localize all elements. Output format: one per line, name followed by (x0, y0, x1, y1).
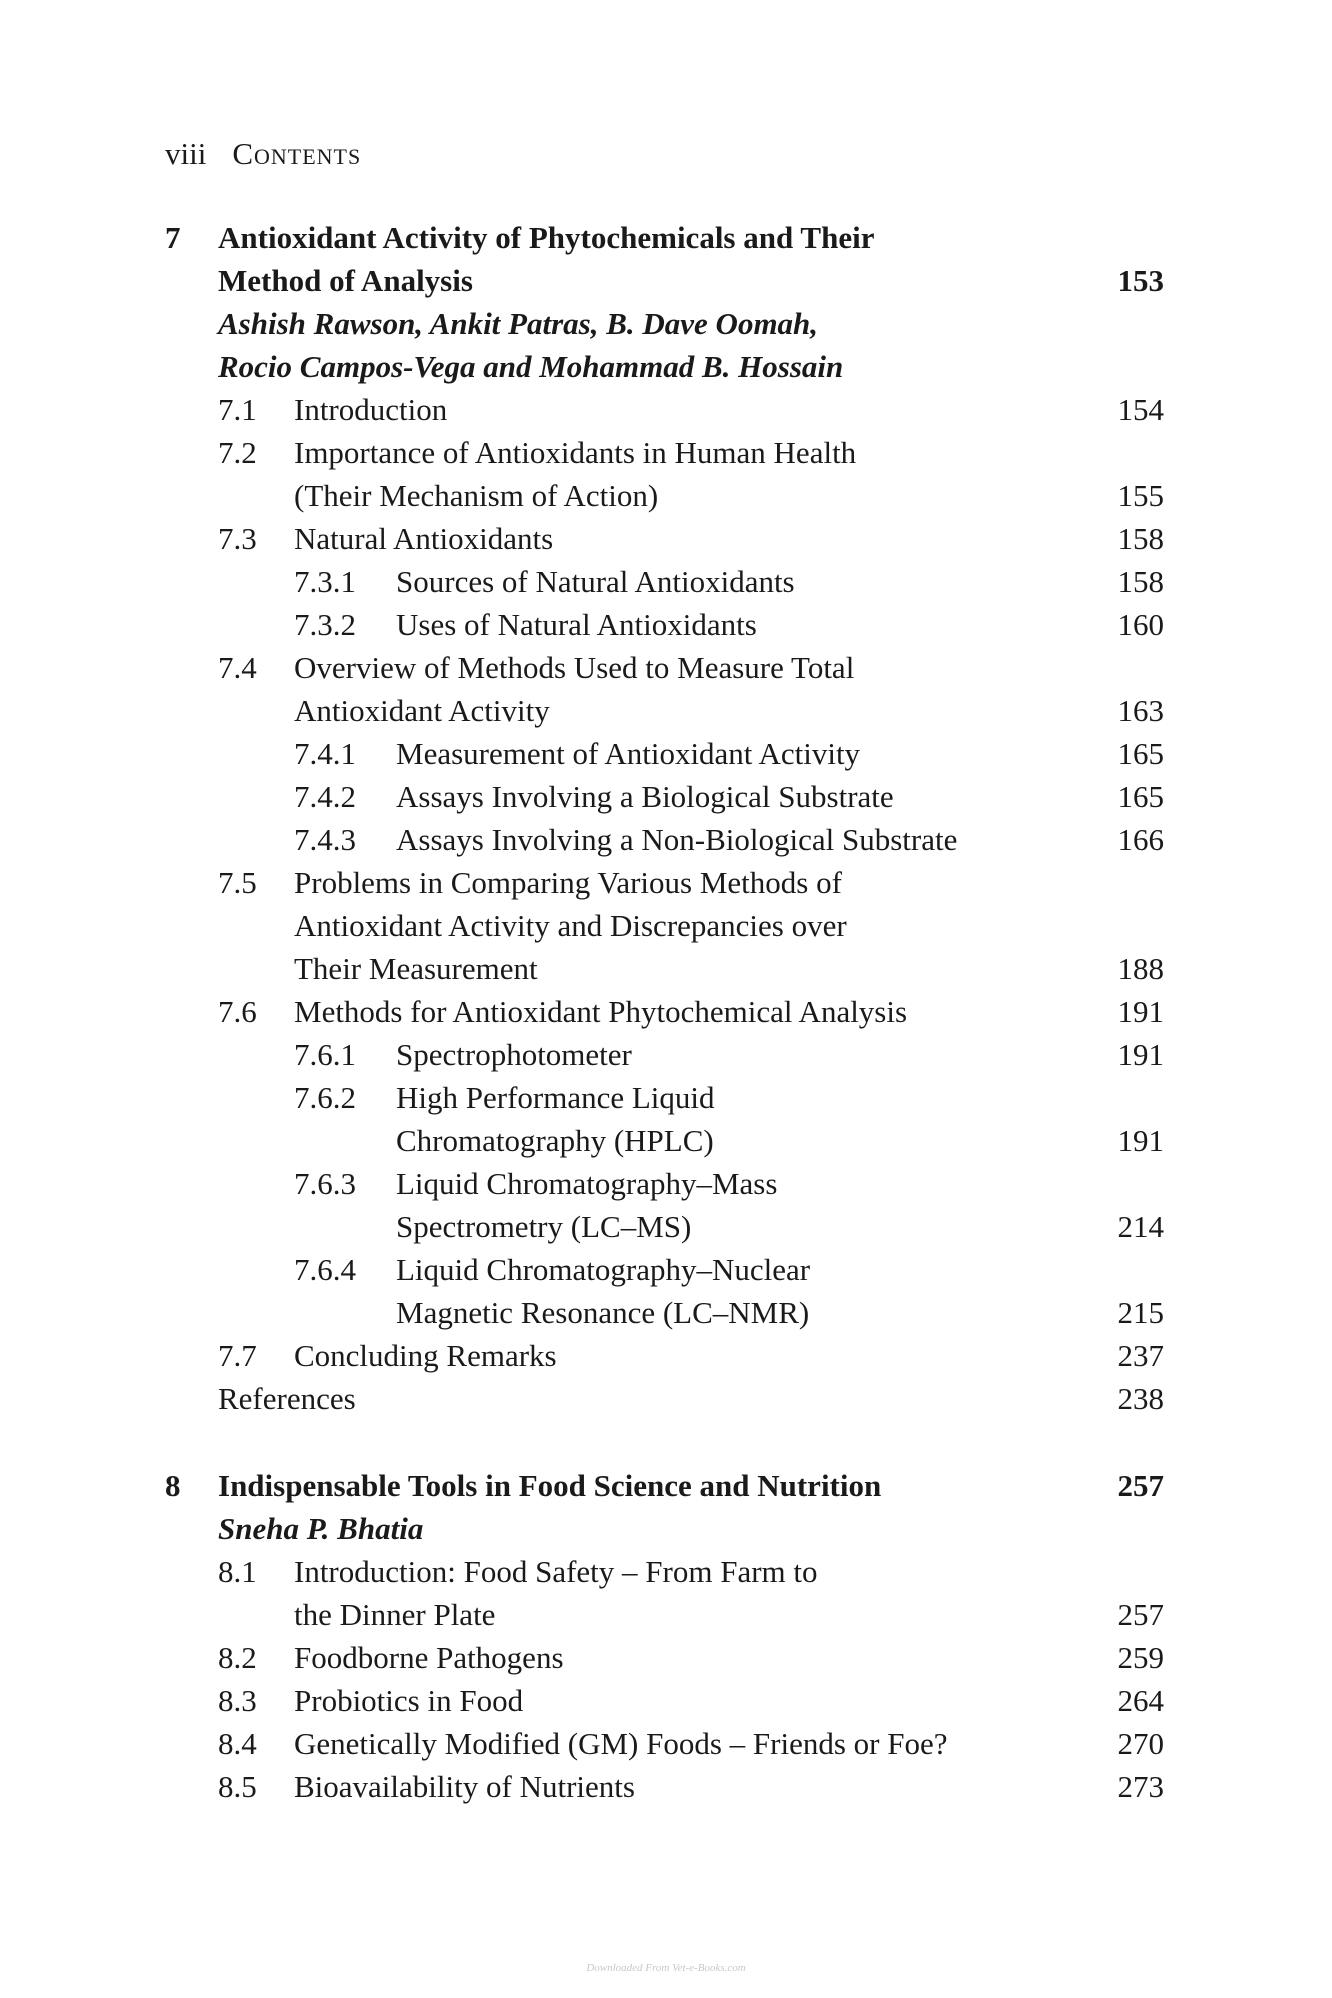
section-title: Their Measurement (294, 951, 538, 986)
section-title: Importance of Antioxidants in Human Health (294, 435, 857, 470)
page-number: 165 (1117, 779, 1164, 814)
page-number: 264 (1117, 1683, 1164, 1718)
chapter-7-heading-cont (0, 259, 1332, 302)
section-title: Genetically Modified (GM) Foods – Friends or Foe? (294, 1726, 948, 1761)
page-number: 257 (1117, 1597, 1164, 1632)
toc-entry (0, 1076, 1332, 1119)
page-number: 188 (1117, 951, 1164, 986)
page-number: 160 (1117, 607, 1164, 642)
page-folio: viii (165, 136, 207, 171)
page-number: 273 (1117, 1769, 1164, 1804)
subsection-number: 7.4.2 (294, 779, 356, 814)
chapter-title: Antioxidant Activity of Phytochemicals and Their (218, 220, 875, 255)
section-number: 7.7 (218, 1338, 257, 1373)
chapter-8-authors (0, 1507, 1332, 1550)
subsection-number: 7.6.2 (294, 1080, 356, 1115)
chapter-title: Method of Analysis (218, 263, 473, 298)
page-number: 191 (1117, 994, 1164, 1029)
section-title: Antioxidant Activity and Discrepancies over (294, 908, 847, 943)
section-title: Foodborne Pathogens (294, 1640, 564, 1675)
toc-entry (0, 1550, 1332, 1593)
chapter-7-authors (0, 302, 1332, 345)
page-number: 259 (1117, 1640, 1164, 1675)
chapter-authors: Sneha P. Bhatia (218, 1511, 424, 1546)
chapter-8-heading (0, 1464, 1332, 1507)
section-title: Introduction (294, 392, 448, 427)
toc-entry (0, 1636, 1332, 1679)
section-title: Introduction: Food Safety – From Farm to (294, 1554, 818, 1589)
section-title: (Their Mechanism of Action) (294, 478, 659, 513)
watermark: Downloaded From Vet-e-Books.com (586, 1962, 746, 1974)
toc-entry (0, 388, 1332, 431)
section-title: Antioxidant Activity (294, 693, 550, 728)
page-number: 165 (1117, 736, 1164, 771)
subsection-title: Magnetic Resonance (LC–NMR) (396, 1295, 810, 1330)
page-number: 155 (1117, 478, 1164, 513)
subsection-number: 7.3.2 (294, 607, 356, 642)
running-head (165, 136, 361, 172)
toc-entry (0, 1679, 1332, 1722)
chapter-authors: Ashish Rawson, Ankit Patras, B. Dave Oomah, (218, 306, 819, 341)
toc-entry (0, 560, 1332, 603)
toc-entry (0, 517, 1332, 560)
subsection-title: Assays Involving a Non-Biological Substrate (396, 822, 958, 857)
subsection-number: 7.6.3 (294, 1166, 356, 1201)
subsection-number: 7.6.4 (294, 1252, 356, 1287)
toc-entry-cont (0, 1119, 1332, 1162)
page-number: 191 (1117, 1123, 1164, 1158)
toc-entry (0, 1334, 1332, 1377)
toc-entry (0, 1722, 1332, 1765)
toc-entry (0, 732, 1332, 775)
section-title: Bioavailability of Nutrients (294, 1769, 635, 1804)
toc-entry (0, 431, 1332, 474)
chapter-7-authors-cont (0, 345, 1332, 388)
subsection-title: Chromatography (HPLC) (396, 1123, 714, 1158)
toc-entry-cont (0, 474, 1332, 517)
section-title: Methods for Antioxidant Phytochemical Analysis (294, 994, 908, 1029)
section-title: Concluding Remarks (294, 1338, 557, 1373)
section-number: 7.5 (218, 865, 257, 900)
chapter-number: 8 (165, 1468, 181, 1503)
toc-entry (0, 818, 1332, 861)
toc-entry-cont (0, 1205, 1332, 1248)
subsection-title: Liquid Chromatography–Nuclear (396, 1252, 811, 1287)
section-number: 8.2 (218, 1640, 257, 1675)
toc-entry (0, 775, 1332, 818)
page-number: 237 (1117, 1338, 1164, 1373)
section-number: 7.2 (218, 435, 257, 470)
toc-entry-cont (0, 1291, 1332, 1334)
subsection-number: 7.6.1 (294, 1037, 356, 1072)
subsection-title: Measurement of Antioxidant Activity (396, 736, 861, 771)
chapter-page-number: 153 (1117, 263, 1164, 298)
toc-entry-cont (0, 1593, 1332, 1636)
running-head-title: Contents (232, 136, 362, 171)
section-number: 7.4 (218, 650, 257, 685)
subsection-number: 7.4.1 (294, 736, 356, 771)
references-title: References (218, 1381, 356, 1416)
toc-entry (0, 990, 1332, 1033)
toc-entry (0, 1162, 1332, 1205)
page-number: 154 (1117, 392, 1164, 427)
chapter-7-heading (0, 216, 1332, 259)
section-title: Overview of Methods Used to Measure Total (294, 650, 855, 685)
section-title: Problems in Comparing Various Methods of (294, 865, 842, 900)
section-number: 8.4 (218, 1726, 257, 1761)
page-number: 270 (1117, 1726, 1164, 1761)
page-number: 158 (1117, 521, 1164, 556)
subsection-number: 7.4.3 (294, 822, 356, 857)
section-number: 7.3 (218, 521, 257, 556)
toc-entry (0, 1765, 1332, 1808)
subsection-number: 7.3.1 (294, 564, 356, 599)
chapter-authors: Rocio Campos-Vega and Mohammad B. Hossain (218, 349, 844, 384)
page-number: 158 (1117, 564, 1164, 599)
page-number: 163 (1117, 693, 1164, 728)
section-number: 8.5 (218, 1769, 257, 1804)
toc-entry (0, 1033, 1332, 1076)
subsection-title: Sources of Natural Antioxidants (396, 564, 795, 599)
toc-entry-cont (0, 947, 1332, 990)
section-number: 7.6 (218, 994, 257, 1029)
toc-entry-cont (0, 689, 1332, 732)
section-number: 7.1 (218, 392, 257, 427)
subsection-title: High Performance Liquid (396, 1080, 715, 1115)
toc-entry (0, 646, 1332, 689)
page-number: 214 (1117, 1209, 1164, 1244)
chapter-title: Indispensable Tools in Food Science and Nutrition (218, 1468, 882, 1503)
toc-entry-references (0, 1377, 1332, 1420)
page-number: 215 (1117, 1295, 1164, 1330)
section-number: 8.3 (218, 1683, 257, 1718)
page-number: 191 (1117, 1037, 1164, 1072)
subsection-title: Spectrometry (LC–MS) (396, 1209, 692, 1244)
toc-entry-cont (0, 904, 1332, 947)
subsection-title: Uses of Natural Antioxidants (396, 607, 757, 642)
subsection-title: Spectrophotometer (396, 1037, 632, 1072)
section-title: the Dinner Plate (294, 1597, 496, 1632)
section-title: Natural Antioxidants (294, 521, 554, 556)
toc-entry (0, 1248, 1332, 1291)
section-title: Probiotics in Food (294, 1683, 524, 1718)
section-number: 8.1 (218, 1554, 257, 1589)
toc-entry (0, 861, 1332, 904)
page-number: 238 (1117, 1381, 1164, 1416)
chapter-number: 7 (165, 220, 181, 255)
chapter-page-number: 257 (1117, 1468, 1164, 1503)
toc-entry (0, 603, 1332, 646)
subsection-title: Assays Involving a Biological Substrate (396, 779, 894, 814)
subsection-title: Liquid Chromatography–Mass (396, 1166, 778, 1201)
page-number: 166 (1117, 822, 1164, 857)
